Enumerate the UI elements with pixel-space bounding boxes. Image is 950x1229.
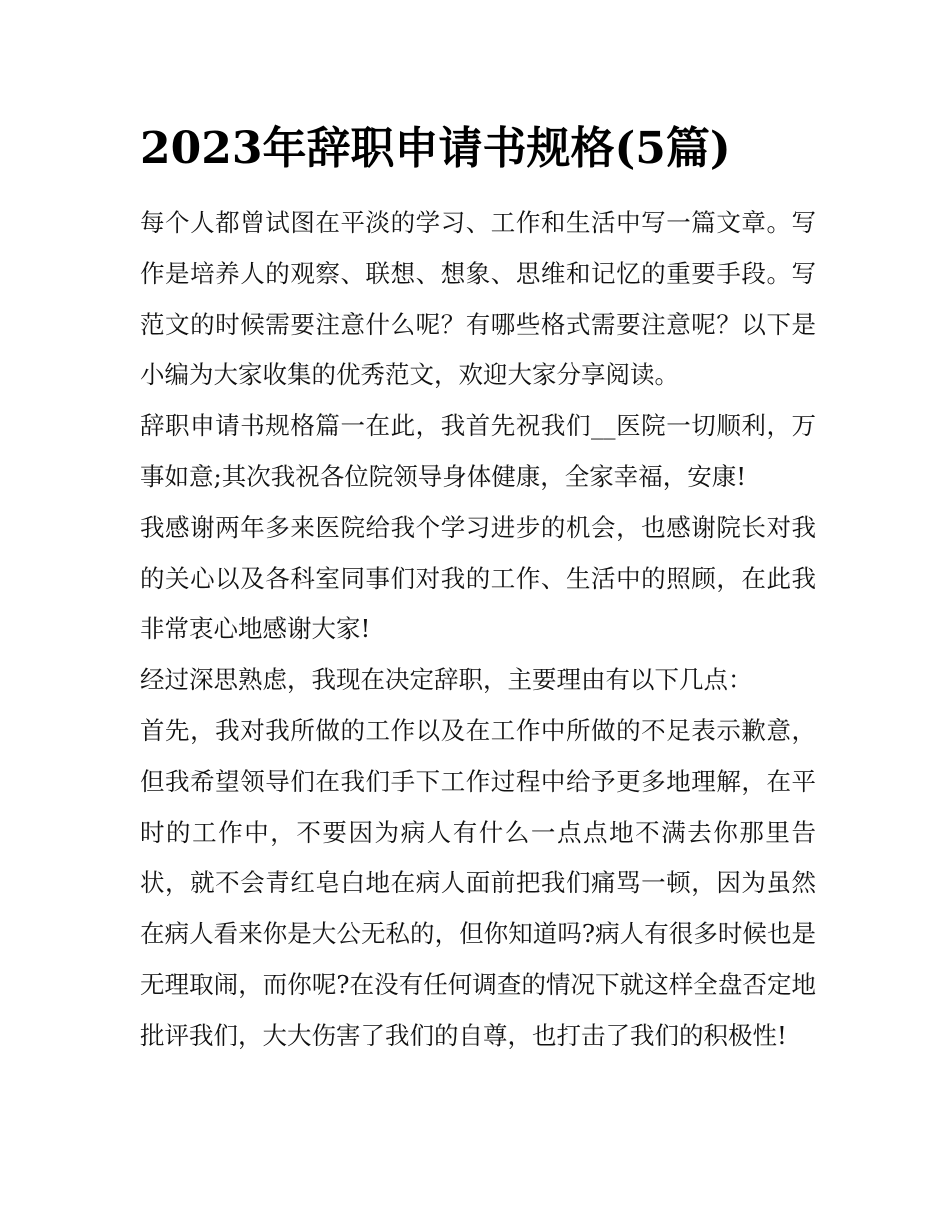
paragraph-thanks: 我感谢两年多来医院给我个学习进步的机会，也感谢院长对我的关心以及各科室同事们对我的工作、生活中的照顾，在此我非常衷心地感谢大家! xyxy=(140,512,816,644)
paragraph-reason-first: 首先，我对我所做的工作以及在工作中所做的不足表示歉意，但我希望领导们在我们手下工作过程中给予更多地理解，在平时的工作中，不要因为病人有什么一点点地不满去你那里告状，就不会青红皂白地在病人面前把我们痛骂一顿，因为虽然在病人看来你是大公无私的，但你知道吗?病人有很多时候也是无理取闹，而你呢?在没有任何调查的情况下就这样全盘否定地批评我们，大大伤害了我们的自尊，也打击了我们的积极性! xyxy=(140,715,816,1050)
paragraph-intro: 每个人都曾试图在平淡的学习、工作和生活中写一篇文章。写作是培养人的观察、联想、想象、思维和记忆的重要手段。写范文的时候需要注意什么呢？有哪些格式需要注意呢？以下是小编为大家收集的优秀范文，欢迎大家分享阅读。 xyxy=(140,208,816,390)
document-body xyxy=(140,198,816,1062)
paragraph-greeting: 辞职申请书规格篇一在此，我首先祝我们__医院一切顺利，万事如意;其次我祝各位院领导身体健康，全家幸福，安康! xyxy=(140,411,816,491)
paragraph-decision: 经过深思熟虑，我现在决定辞职，主要理由有以下几点： xyxy=(140,665,753,695)
document-title: 2023年辞职申请书规格(5篇) xyxy=(140,123,731,174)
